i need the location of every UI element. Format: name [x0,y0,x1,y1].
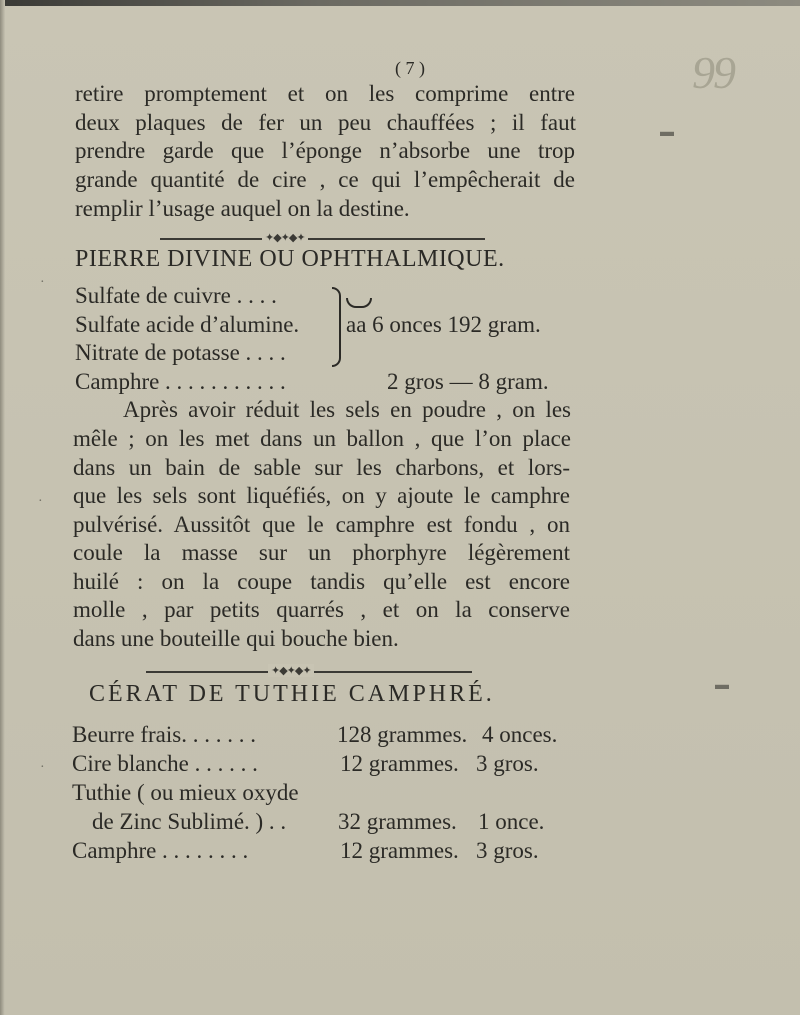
ingredient-sulfate-cuivre: Sulfate de cuivre . . . . [75,283,277,308]
paper-speck: · [38,494,43,509]
intro-line: deux plaques de fer un peu chauffées ; il faut [75,110,576,135]
recipe-row-grams: 32 grammes. [338,809,457,834]
recipe-row-name: Camphre . . . . . . . . [72,838,249,863]
body-line: mêle ; on les met dans un ballon , que l’on place [73,426,571,451]
intro-line: grande quantité de cire , ce qui l’empêcherait de [75,167,575,192]
recipe-row-name: Beurre frais. . . . . . . [72,722,256,747]
brace-mark [346,298,372,308]
paper-speck: ▬ [715,678,729,693]
camphre-quantity: 2 gros — 8 gram. [387,369,549,394]
paper-speck: ▬ [660,125,674,140]
recipe-row-oz: 4 onces. [482,722,558,747]
intro-line: prendre garde que l’éponge n’absorbe une trop [75,138,575,163]
ingredient-nitrate-potasse: Nitrate de potasse . . . . [75,340,286,365]
body-line: molle , par petits quarrés , et on la conserve [73,597,570,622]
body-line: huilé : on la coupe tandis qu’elle est encore [73,569,570,594]
recipe-row-grams: 12 grammes. [340,751,459,776]
section-title-pierre-divine: PIERRE DIVINE OU OPHTHALMIQUE. [75,246,505,272]
handwritten-page-number: 99 [692,47,734,98]
paper-speck: · [40,760,45,775]
recipe-row-oz: 3 gros. [476,838,539,863]
grouping-brace [332,287,341,367]
recipe-row-name: Tuthie ( ou mieux oxyde [72,780,299,805]
recipe-row-grams: 128 grammes. [337,722,468,747]
paper-speck: · [40,275,45,290]
body-line: que les sels sont liquéfiés, on y ajoute le camphre [73,483,570,508]
section-title-cerat: CÉRAT DE TUTHIE CAMPHRÉ. [89,681,495,707]
recipe-row-oz: 3 gros. [476,751,539,776]
recipe-row-name: de Zinc Sublimé. ) . . [92,809,287,834]
rule-ornament: ✦◆✦◆✦ [262,231,308,244]
page-left-edge [0,0,5,1015]
body-line: Après avoir réduit les sels en poudre , on les [123,397,571,422]
body-line: dans une bouteille qui bouche bien. [73,626,399,651]
body-line: dans un bain de sable sur les charbons, et lors- [73,455,570,480]
ingredient-sulfate-alumine: Sulfate acide d’alumine. [75,312,300,337]
recipe-row-name: Cire blanche . . . . . . [72,751,258,776]
page-top-edge [0,0,800,6]
recipe-row-oz: 1 once. [478,809,545,834]
recipe-row-grams: 12 grammes. [340,838,459,863]
ornamental-rule [160,238,485,240]
body-line: coule la masse sur un phorphyre légèrement [73,540,570,565]
shared-quantity: aa 6 onces 192 gram. [346,312,541,337]
intro-line: remplir l’usage auquel on la destine. [75,196,410,221]
intro-line: retire promptement et on les comprime entre [75,81,575,106]
page-folio: ( 7 ) [395,58,425,78]
rule-ornament: ✦◆✦◆✦ [268,664,314,677]
body-line: pulvérisé. Aussitôt que le camphre est fondu , on [73,512,570,537]
ingredient-camphre: Camphre . . . . . . . . . . . [75,369,286,394]
